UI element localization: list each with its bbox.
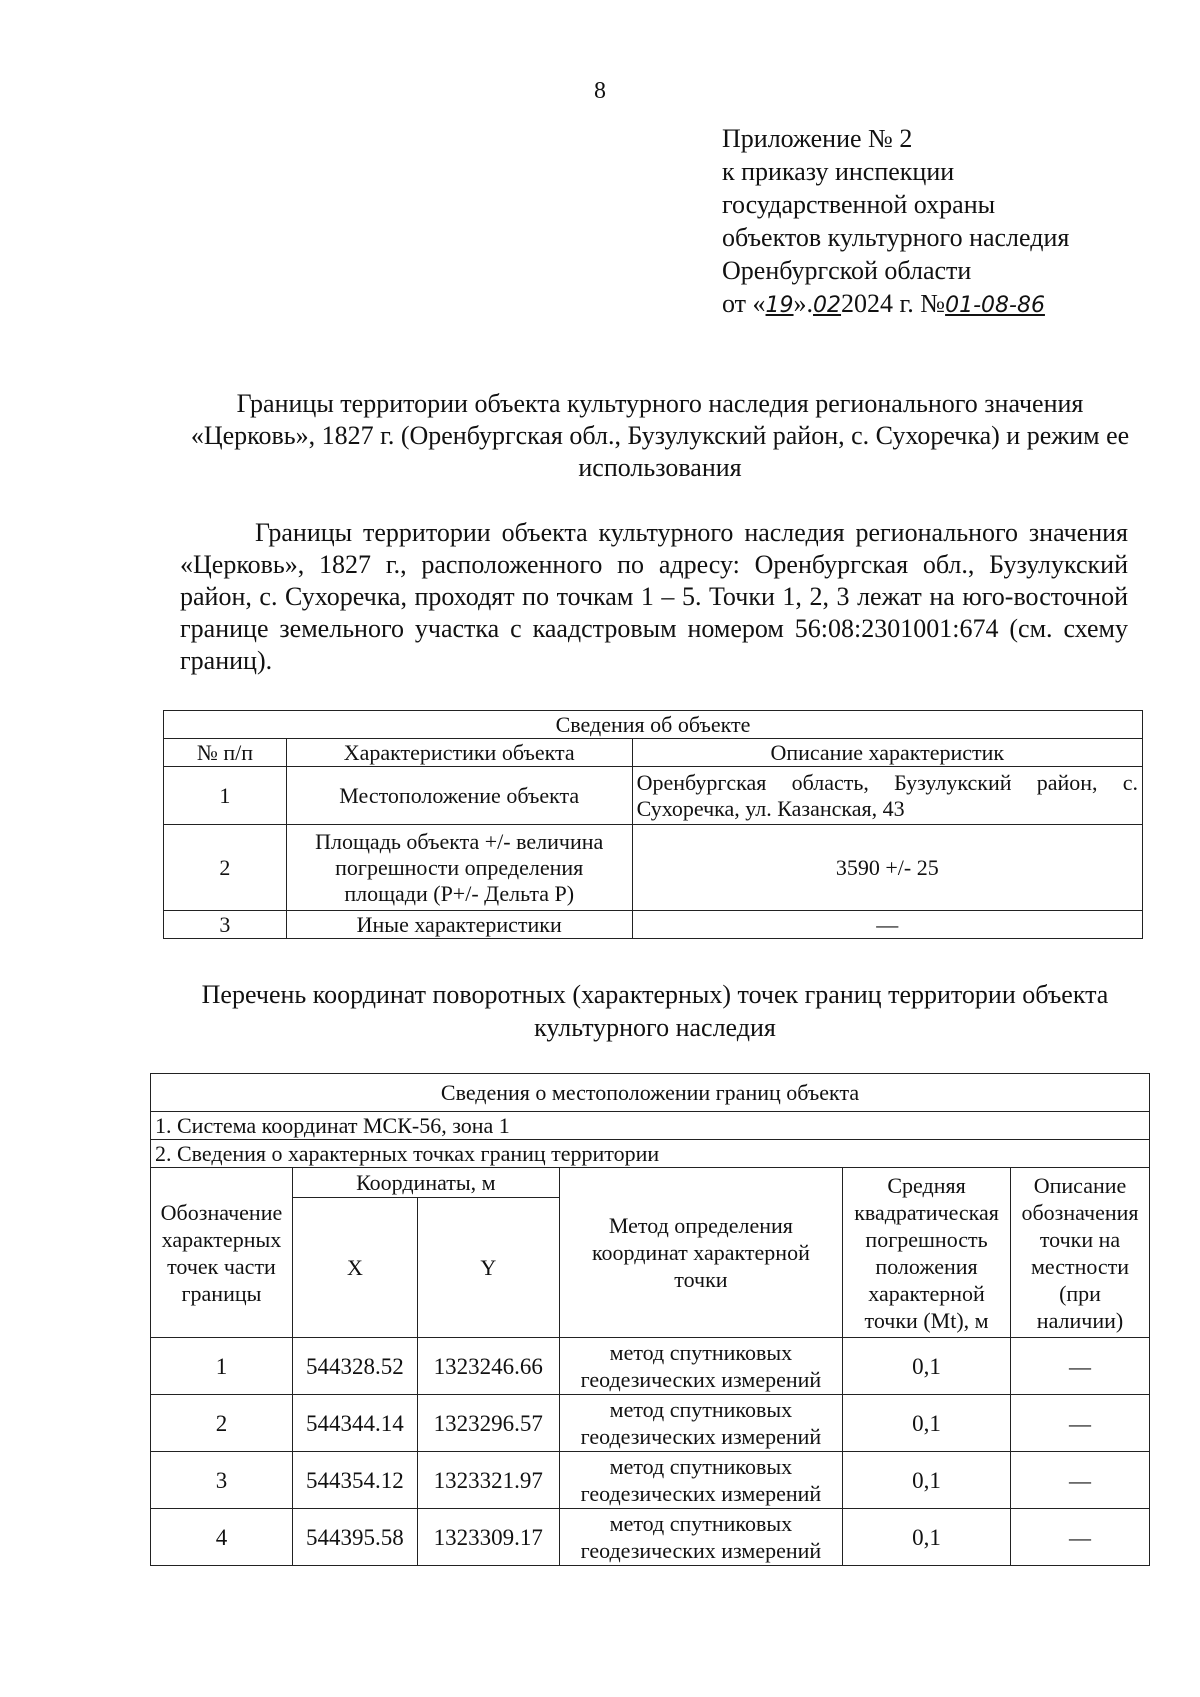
handwritten-order-number: 01-08-86 (945, 293, 1045, 318)
appendix-line: Оренбургской области (722, 256, 972, 285)
cell-x: 544328.52 (292, 1338, 417, 1395)
column-header: Характеристики объекта (286, 739, 632, 767)
table-row (164, 825, 1143, 911)
cell-description: — (1011, 1395, 1150, 1452)
page-number: 8 (594, 78, 606, 104)
cell-point: 4 (151, 1509, 293, 1566)
column-header: № п/п (164, 739, 287, 767)
date-mid: ». (793, 289, 814, 318)
table-caption: Сведения о местоположении границ объекта (151, 1074, 1150, 1112)
cell-description: — (1011, 1509, 1150, 1566)
header-x: X (292, 1198, 417, 1338)
cell-value: Оренбургская область, Бузулукский район, с. Сухоречка, ул. Казанская, 43 (632, 767, 1142, 825)
appendix-block (722, 122, 1069, 322)
cell-x: 544395.58 (292, 1509, 417, 1566)
document-title: Границы территории объекта культурного наследия регионального значения «Церковь», 1827 г. (Оренбургская обл., Бузулукский район, с. Сухоречка) и режим ее использования (190, 389, 1130, 482)
cell-description: — (1011, 1452, 1150, 1509)
date-year: 2024 г. № (841, 289, 946, 318)
body-paragraph: Границы территории объекта культурного наследия регионального значения «Церковь», 1827 г., расположенного по адресу: Оренбургская обл., Бузулукский район, с. Сухоречка, проходят по точкам 1 – 5. Точки 1, 2, 3 лежат на юго-восточной границе земельного участка с каадстровым номером 56:08:2301001:674 (см. схему границ). (180, 518, 1128, 675)
cell-number: 1 (164, 767, 287, 825)
cell-error: 0,1 (843, 1338, 1011, 1395)
cell-name: Местоположение объекта (286, 767, 632, 825)
appendix-line: государственной охраны (722, 190, 996, 219)
cell-value: — (632, 911, 1142, 939)
cell-name: Площадь объекта +/- величина погрешности определения площади (Р+/- Дельта Р) (286, 825, 632, 911)
object-info-table (163, 710, 1143, 939)
cell-x: 544354.12 (292, 1452, 417, 1509)
cell-number: 3 (164, 911, 287, 939)
appendix-line: объектов культурного наследия (722, 223, 1070, 252)
cell-y: 1323321.97 (417, 1452, 559, 1509)
header-coordinates: Координаты, м (292, 1168, 559, 1198)
cell-method: метод спутниковых геодезических измерений (559, 1509, 842, 1566)
cell-name: Иные характеристики (286, 911, 632, 939)
cell-error: 0,1 (843, 1509, 1011, 1566)
cell-point: 1 (151, 1338, 293, 1395)
cell-value: 3590 +/- 25 (632, 825, 1142, 911)
table-row (151, 1452, 1150, 1509)
handwritten-day: 19 (765, 293, 794, 318)
table-row (164, 911, 1143, 939)
cell-point: 2 (151, 1395, 293, 1452)
header-point: Обозначение характерных точек части границы (151, 1168, 293, 1338)
header-error: Средняя квадратическая погрешность положения характерной точки (Mt), м (843, 1168, 1011, 1338)
cell-number: 2 (164, 825, 287, 911)
points-section-heading: 2. Сведения о характерных точках границ территории (151, 1140, 1150, 1168)
cell-error: 0,1 (843, 1395, 1011, 1452)
cell-method: метод спутниковых геодезических измерений (559, 1452, 842, 1509)
cell-y: 1323246.66 (417, 1338, 559, 1395)
date-prefix: от « (722, 289, 766, 318)
column-header: Описание характеристик (632, 739, 1142, 767)
cell-x: 544344.14 (292, 1395, 417, 1452)
cell-method: метод спутниковых геодезических измерений (559, 1395, 842, 1452)
table-row (151, 1395, 1150, 1452)
handwritten-month: 02 (813, 293, 842, 318)
cell-error: 0,1 (843, 1452, 1011, 1509)
table-row (151, 1509, 1150, 1566)
header-method: Метод определения координат характерной точки (559, 1168, 842, 1338)
cell-y: 1323309.17 (417, 1509, 559, 1566)
coordinates-section-title: Перечень координат поворотных (характерных) точек границ территории объекта культурного наследия (201, 980, 1109, 1042)
table-caption: Сведения об объекте (164, 711, 1143, 739)
appendix-date-line (722, 287, 1069, 322)
appendix-line: к приказу инспекции (722, 157, 955, 186)
cell-method: метод спутниковых геодезических измерений (559, 1338, 842, 1395)
appendix-line: Приложение № 2 (722, 124, 913, 153)
coordinate-system: 1. Система координат МСК-56, зона 1 (151, 1112, 1150, 1140)
header-y: Y (417, 1198, 559, 1338)
coordinates-table (150, 1073, 1150, 1566)
cell-description: — (1011, 1338, 1150, 1395)
cell-y: 1323296.57 (417, 1395, 559, 1452)
header-description: Описание обозначения точки на местности (при наличии) (1011, 1168, 1150, 1338)
table-row (164, 767, 1143, 825)
cell-point: 3 (151, 1452, 293, 1509)
table-row (151, 1338, 1150, 1395)
